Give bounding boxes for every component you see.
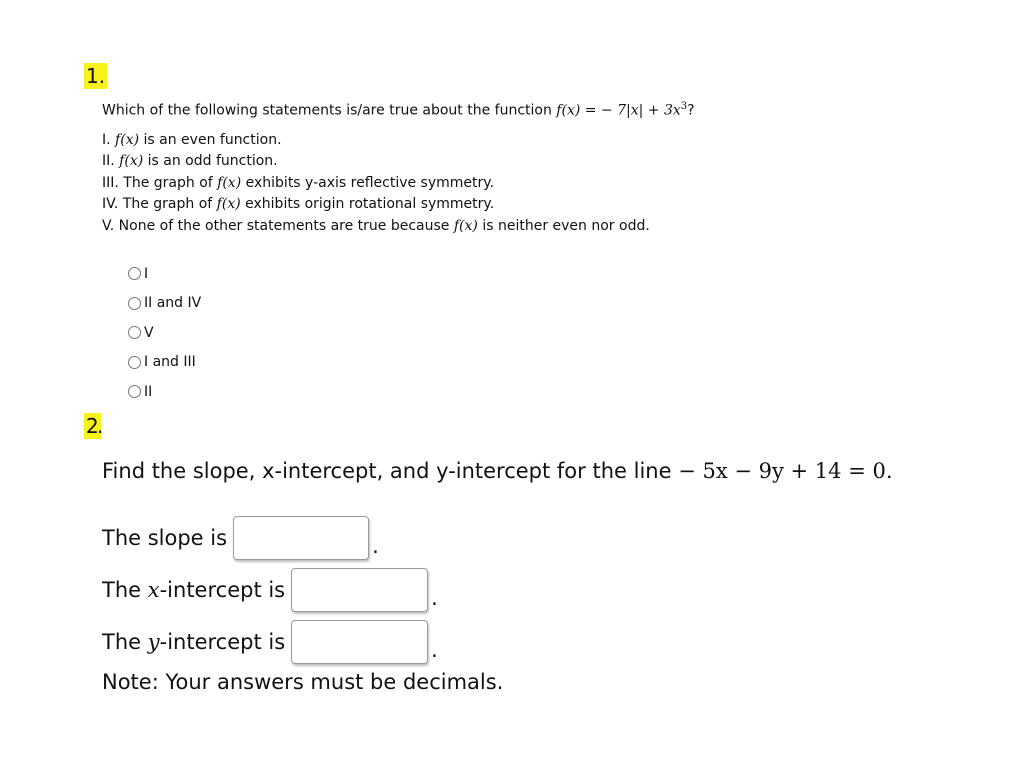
line-equation: − 5x − 9y + 14 = 0.	[678, 459, 893, 483]
slope-label: The slope is	[102, 526, 228, 550]
x-intercept-label: The x-intercept is	[102, 578, 286, 602]
radio-button[interactable]	[128, 385, 141, 398]
radio-button[interactable]	[128, 297, 141, 310]
question-1-number: 1.	[86, 64, 106, 88]
question-2-prompt: Find the slope, x-intercept, and y-intercept for the line − 5x − 9y + 14 = 0.	[102, 459, 893, 483]
question-2-body	[102, 455, 1002, 487]
statement-3: III. The graph of f(x) exhibits y-axis reflective symmetry.	[102, 174, 495, 191]
question-2-number-dot: .	[97, 414, 104, 438]
statement-5: V. None of the other statements are true because f(x) is neither even nor odd.	[102, 217, 650, 234]
radio-button[interactable]	[128, 356, 141, 369]
x-intercept-input[interactable]	[291, 568, 428, 612]
radio-button[interactable]	[128, 267, 141, 280]
radio-button[interactable]	[128, 326, 141, 339]
y-intercept-label: The y-intercept is	[102, 630, 286, 654]
answer-choices	[128, 259, 201, 407]
question-1-body	[102, 96, 962, 237]
slope-row: The slope is .	[102, 516, 379, 560]
statement-2: II. f(x) is an odd function.	[102, 153, 278, 170]
choice-option[interactable]: I	[128, 259, 201, 289]
statement-1: I. f(x) is an even function.	[102, 131, 282, 148]
slope-input[interactable]	[233, 516, 369, 560]
x-intercept-row: The x-intercept is .	[102, 568, 438, 612]
y-intercept-row: The y-intercept is .	[102, 620, 438, 664]
function-expression: f(x) = − 7|x| + 3x	[556, 102, 681, 119]
decimal-note: Note: Your answers must be decimals.	[102, 670, 504, 694]
question-1-prompt: Which of the following statements is/are true about the function f(x) = − $7|x| + 3x^3$?	[102, 101, 695, 119]
choice-option[interactable]: I and III	[128, 348, 201, 378]
choice-option[interactable]: II	[128, 377, 201, 407]
choice-option[interactable]: V	[128, 318, 201, 348]
choice-option[interactable]: II and IV	[128, 289, 201, 319]
question-2-number: 2	[86, 414, 99, 438]
statement-4: IV. The graph of f(x) exhibits origin rotational symmetry.	[102, 196, 495, 213]
y-intercept-input[interactable]	[291, 620, 428, 664]
